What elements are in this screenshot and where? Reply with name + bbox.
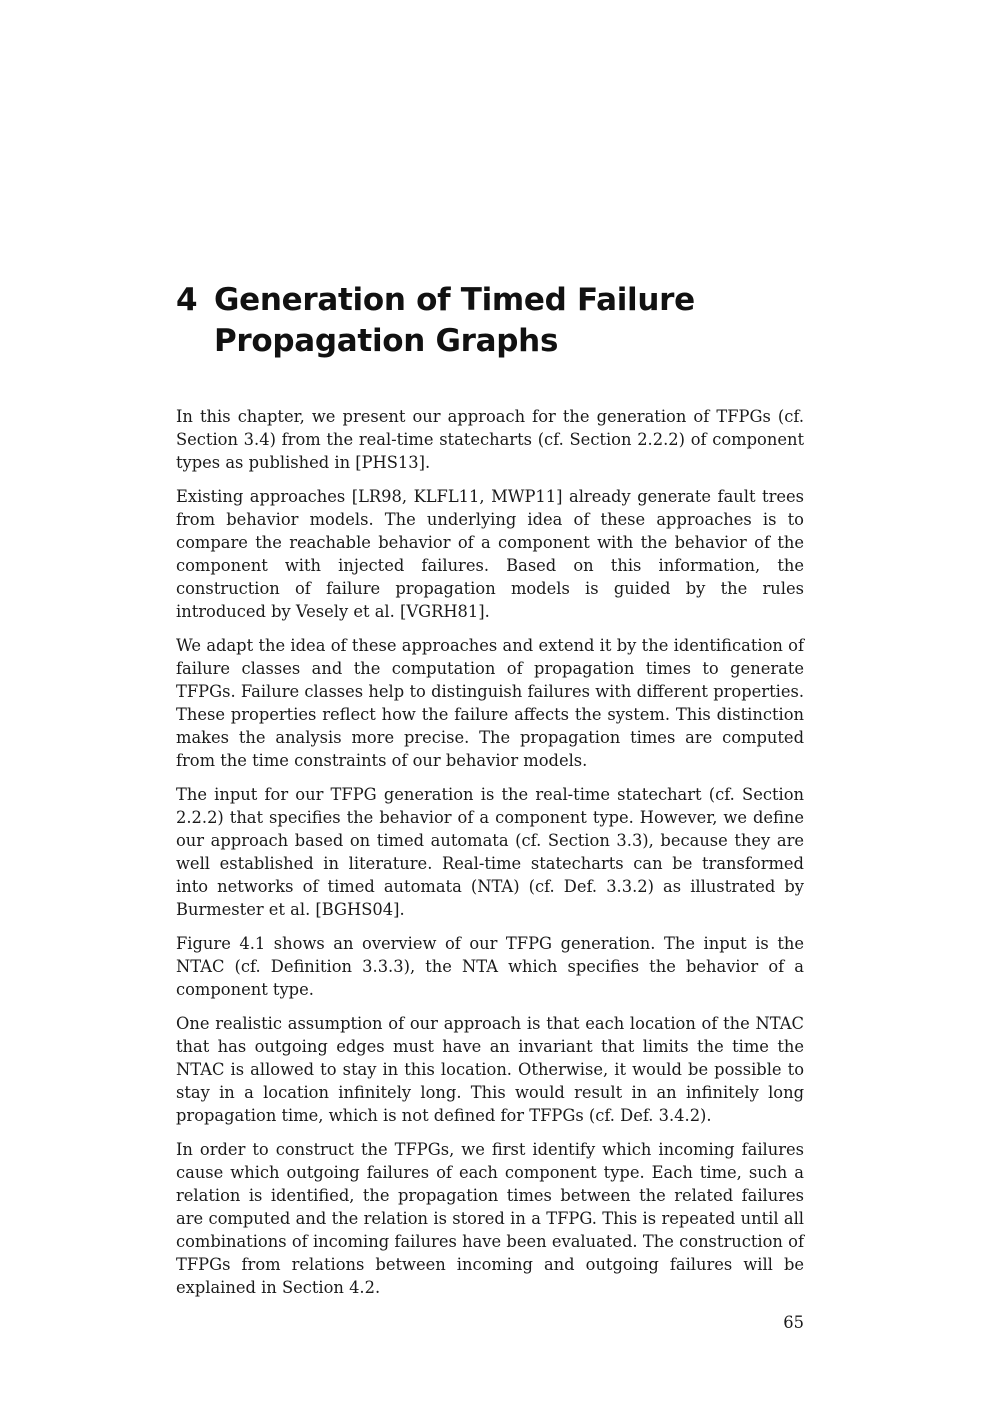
paragraph-intro: In this chapter, we present our approach for the generation of TFPGs (cf. Section 3.4) from the real-time statecharts (cf. Section 2.2.2) of component types as published in [PHS13]. [176,407,804,472]
paragraph-existing-approaches: Existing approaches [LR98, KLFL11, MWP11] already generate fault trees from behavior models. The underlying idea of these approaches is to compare the reachable behavior of a component with the behavior of the component with injected failures. Based on this information, the construction of failure propagation models is guided by the rules introduced by Vesely et al. [VGRH81]. [176,487,804,621]
paragraph-adaptation: We adapt the idea of these approaches and extend it by the identification of failure classes and the computation of propagation times to generate TFPGs. Failure classes help to distinguish failures with different properties. These properties reflect how the failure affects the system. This distinction makes the analysis more precise. The propagation times are computed from the time constraints of our behavior models. [176,636,804,770]
paragraph-input: The input for our TFPG generation is the real-time statechart (cf. Section 2.2.2) that specifies the behavior of a component type. However, we define our approach based on timed automata (cf. Section 3.3), because they are well established in literature. Real-time statecharts can be transformed into networks of timed automata (NTA) (cf. Def. 3.3.2) as illustrated by Burmester et al. [BGHS04]. [176,785,804,919]
chapter-title: Generation of Timed Failure Propagation Graphs [214,282,695,359]
paragraph-assumption: One realistic assumption of our approach is that each location of the NTAC that has outgoing edges must have an invariant that limits the time the NTAC is allowed to stay in this location. Otherwise, it would be possible to stay in a location infinitely long. This would result in an infinitely long propagation time, which is not defined for TFPGs (cf. Def. 3.4.2). [176,1014,804,1125]
chapter-heading [176,280,816,362]
chapter-number: 4 [176,282,198,318]
chapter-body [176,405,804,1310]
paragraph-overview: Figure 4.1 shows an overview of our TFPG generation. The input is the NTAC (cf. Definition 3.3.3), the NTA which specifies the behavior of a component type. [176,934,804,999]
page-number: 65 [783,1313,804,1332]
paragraph-construction: In order to construct the TFPGs, we first identify which incoming failures cause which outgoing failures of each component type. Each time, such a relation is identified, the propagation times between the related failures are computed and the relation is stored in a TFPG. This is repeated until all combinations of incoming failures have been evaluated. The construction of TFPGs from relations between incoming and outgoing failures will be explained in Section 4.2. [176,1140,804,1297]
